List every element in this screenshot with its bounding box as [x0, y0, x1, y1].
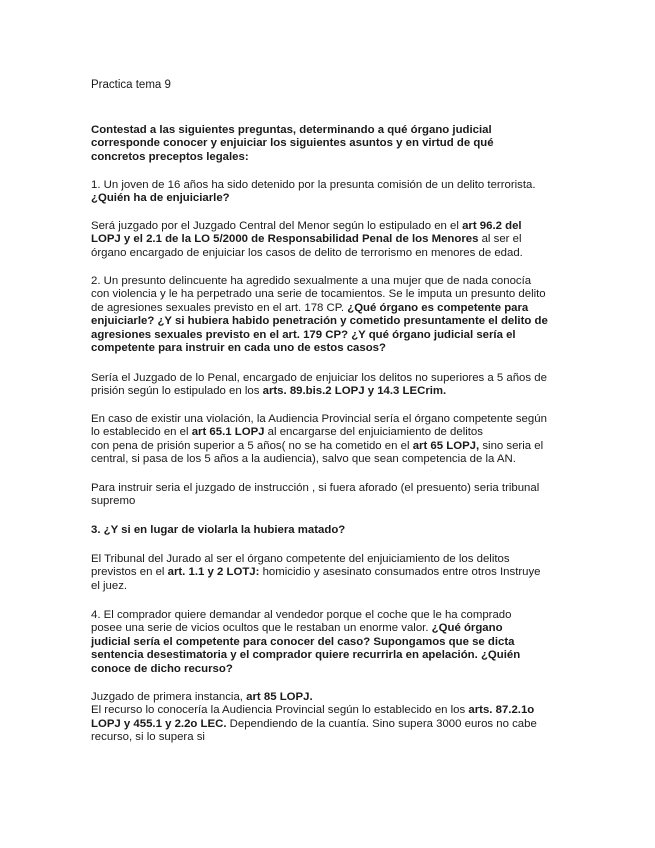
question-2	[91, 275, 571, 355]
answer-2-text: sino seria el	[479, 439, 544, 452]
answer-4-text: Dependiendo de la cuantía. Sino supera 3000 euros no cabe	[226, 717, 537, 730]
question-4-ask: sentencia desestimatoria y el comprador quiere recurrirla en apelación. ¿Quién	[91, 649, 521, 662]
answer-4-text: recurso, si lo supera si	[91, 731, 205, 744]
instructions-paragraph	[91, 124, 571, 164]
answer-3-text: el juez.	[91, 579, 128, 592]
answer-4-text: El recurso lo conocería la Audiencia Provincial según lo establecido en los	[91, 704, 469, 717]
question-4-ask: conoce de dicho recurso?	[91, 662, 233, 675]
question-2-line: 2. Un presunto delincuente ha agredido sexualmente a una mujer que de nada conocía	[91, 275, 532, 287]
answer-3-text: previstos en el	[91, 566, 168, 579]
question-4-line: posee una serie de vicios ocultos que le restaban un enorme valor.	[91, 622, 432, 635]
answer-1-law-ref: art 96.2 del	[462, 220, 522, 232]
answer-3-law-ref: art. 1.1 y 2 LOTJ:	[167, 566, 260, 579]
answer-3-text: homicidio y asesinato consumados entre otros Instruye	[259, 566, 541, 579]
answer-2-text: Sería el Juzgado de lo Penal, encargado de enjuiciar los delitos no superiores a 5 años de	[91, 372, 547, 384]
answer-2-instruction	[91, 482, 571, 509]
question-2-ask: ¿Qué órgano es competente para	[347, 301, 529, 314]
question-4-ask: ¿Qué órgano	[431, 622, 503, 635]
question-1	[91, 179, 571, 206]
instructions-line: Contestad a las siguientes preguntas, determinando a qué órgano judicial	[91, 124, 492, 136]
question-4-line: 4. El comprador quiere demandar al vendedor porque el coche que le ha comprado	[91, 609, 512, 621]
instructions-line: corresponde conocer y enjuiciar los siguientes asuntos y en virtud de qué	[91, 137, 494, 150]
instructions-line: concretos preceptos legales:	[91, 150, 249, 163]
question-2-ask: competente para instruir en cada uno de estos casos?	[91, 342, 386, 355]
question-3-ask: 3. ¿Y si en lugar de violarla la hubiera matado?	[91, 524, 346, 536]
answer-2-text: con pena de prisión superior a 5 años( no se ha cometido en el	[91, 439, 413, 452]
answer-1	[91, 220, 571, 260]
question-4	[91, 609, 571, 676]
answer-4-text: Juzgado de primera instancia,	[91, 691, 247, 703]
question-2-ask: agresiones sexuales previsto en el art. 179 CP? ¿Y qué órgano judicial sería el	[91, 328, 516, 341]
question-2-line: con violencia y le ha perpetrado una serie de tocamientos. Se le imputa un presunto delito	[91, 288, 546, 301]
answer-4-law-ref: art 85 LOPJ.	[246, 691, 313, 703]
answer-4-law-ref: arts. 87.2.1o	[468, 704, 535, 717]
question-4-ask: judicial sería el competente para conocer del caso? Supongamos que se dicta	[91, 635, 515, 648]
answer-4-law-ref: LOPJ y 455.1 y 2.2o LEC.	[91, 717, 227, 730]
answer-2-text: lo establecido en el	[91, 426, 192, 439]
answer-2-text: central, si pasa de los 5 años a la audiencia), salvo que sean competencia de la AN.	[91, 453, 516, 466]
question-3	[91, 524, 571, 537]
answer-2-text: prisión según lo estipulado en los	[91, 385, 263, 398]
answer-2-text: al encargarse del enjuiciamiento de delitos	[264, 426, 483, 439]
answer-1-text: al ser el	[478, 233, 522, 246]
question-2-ask: enjuiciarle? ¿Y si hubiera habido penetración y cometido presuntamente el delito de	[91, 315, 548, 328]
answer-2-violation	[91, 413, 571, 467]
answer-2-text: Para instruir seria el juzgado de instrucción , si fuera aforado (el presuento) seria tribunal	[91, 482, 540, 494]
answer-4	[91, 691, 571, 745]
answer-2-penal	[91, 372, 571, 399]
answer-2-law-ref: art 65 LOPJ,	[412, 439, 480, 452]
question-1-ask: ¿Quién ha de enjuiciarle?	[91, 192, 230, 205]
answer-2-law-ref: arts. 89.bis.2 LOPJ y 14.3 LECrim.	[262, 385, 447, 398]
answer-1-text: órgano encargado de enjuiciar los casos de delito de terrorismo en menores de edad.	[91, 246, 523, 259]
answer-3-text: El Tribunal del Jurado al ser el órgano competente del enjuiciamiento de los delitos	[91, 553, 510, 565]
question-2-line: de agresiones sexuales previsto en el art. 178 CP.	[91, 301, 348, 314]
document-title: Practica tema 9	[91, 79, 171, 91]
answer-3	[91, 553, 571, 593]
answer-1-law-ref: LOPJ y el 2.1 de la LO 5/2000 de Responsabilidad Penal de los Menores	[91, 233, 479, 246]
answer-2-law-ref: art 65.1 LOPJ	[191, 426, 265, 439]
answer-2-text: supremo	[91, 495, 136, 508]
question-1-line: 1. Un joven de 16 años ha sido detenido por la presunta comisión de un delito terrorista.	[91, 179, 536, 191]
answer-2-text: En caso de existir una violación, la Audiencia Provincial sería el órgano competente según	[91, 413, 547, 425]
answer-1-text: Será juzgado por el Juzgado Central del Menor según lo estipulado en el	[91, 220, 463, 232]
